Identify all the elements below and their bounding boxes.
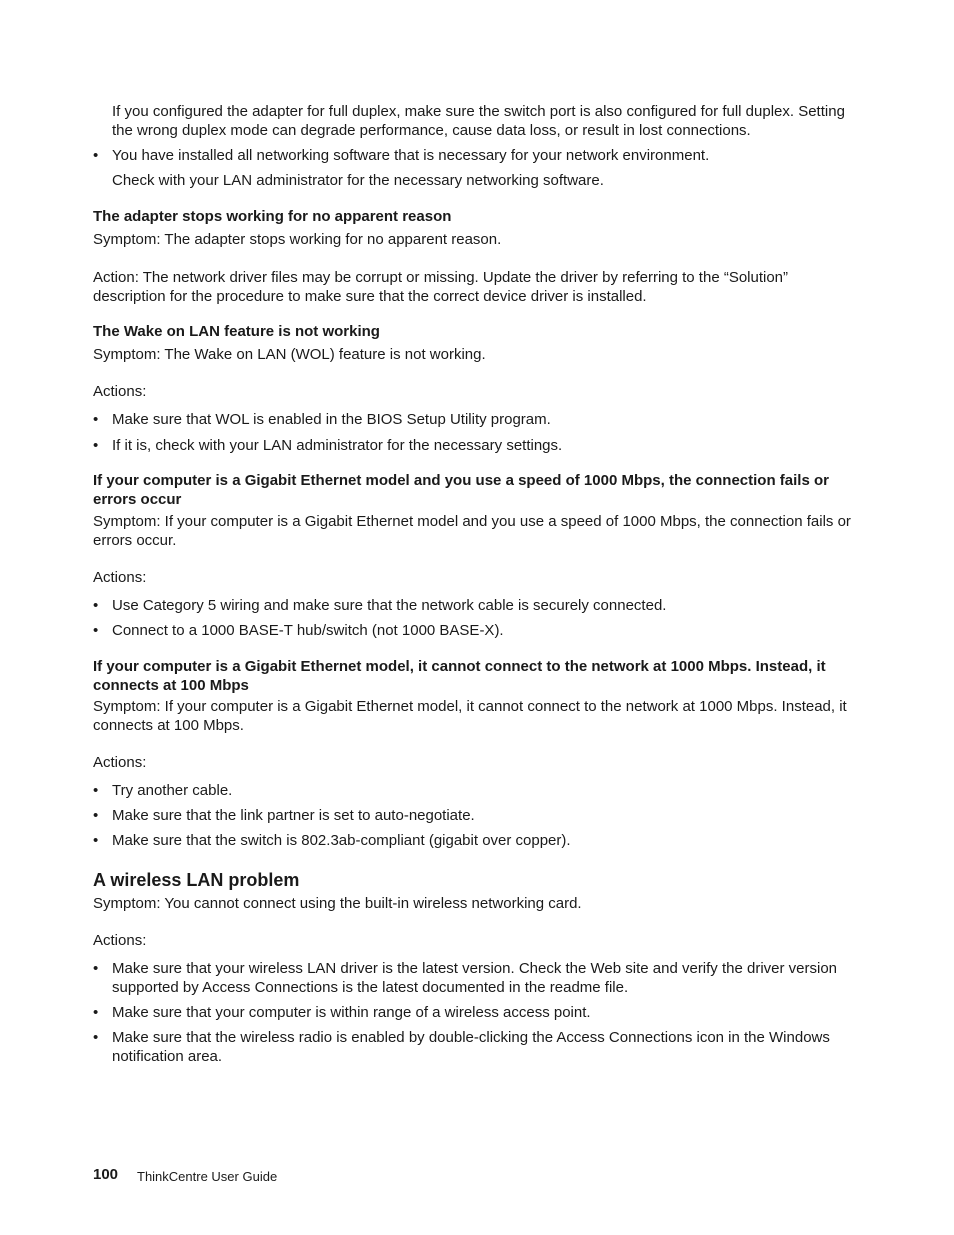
bullet-glyph: • [93,782,99,799]
list-item [93,146,853,165]
symptom-wireless: Symptom: You cannot connect using the built-in wireless networking card. [93,895,582,912]
networking-note: Check with your LAN administrator for the necessary networking software. [112,172,604,189]
symptom-adapter: Symptom: The adapter stops working for no apparent reason. [93,231,502,248]
bullet-glyph: • [93,807,99,824]
action-adapter: Action: The network driver files may be corrupt or missing. Update the driver by referring to the “Solution” description for the procedure to make sure that the correct device driver is installed. [93,269,789,305]
bullet-glyph: • [93,1029,99,1046]
bullet-glyph: • [93,1004,99,1021]
list-item [93,1003,853,1022]
page-number: 100 [93,1166,119,1183]
list-item-text: Make sure that the link partner is set to auto-negotiate. [112,807,475,824]
bullet-glyph: • [93,597,99,614]
list-item-text: Use Category 5 wiring and make sure that the network cable is securely connected. [112,597,667,614]
footer-title: ThinkCentre User Guide [137,1169,278,1184]
section-heading-wireless: A wireless LAN problem [93,870,300,890]
list-item [93,410,853,429]
list-item-text: You have installed all networking software that is necessary for your network environment. [112,147,710,164]
list-item [93,806,853,825]
list-item [93,596,853,615]
bullet-glyph: • [93,622,99,639]
list-item [93,621,853,640]
actions-label-gigabit-100: Actions: [93,754,147,771]
bullet-glyph: • [93,960,99,977]
section-heading-adapter: The adapter stops working for no apparent reason [93,208,452,225]
symptom-gigabit-100: Symptom: If your computer is a Gigabit Ethernet model, it cannot connect to the network at 1000 Mbps. Instead, it connects at 100 Mbps. [93,698,847,734]
actions-label-gigabit-fail: Actions: [93,569,147,586]
list-item-text: Make sure that WOL is enabled in the BIOS Setup Utility program. [112,411,551,428]
section-heading-gigabit-fail: If your computer is a Gigabit Ethernet model and you use a speed of 1000 Mbps, the connection fails or errors occur [93,472,829,508]
list-item [93,436,853,455]
symptom-gigabit-fail: Symptom: If your computer is a Gigabit Ethernet model and you use a speed of 1000 Mbps, the connection fails or errors occur. [93,513,851,549]
list-item-text: Connect to a 1000 BASE-T hub/switch (not 1000 BASE-X). [112,622,504,639]
section-heading-gigabit-100: If your computer is a Gigabit Ethernet model, it cannot connect to the network at 1000 Mbps. Instead, it connects at 100 Mbps [93,658,826,694]
list-item-text: Try another cable. [112,782,233,799]
list-item [93,1028,853,1066]
actions-label-wol: Actions: [93,383,147,400]
bullet-glyph: • [93,832,99,849]
list-item-text: Make sure that your wireless LAN driver is the latest version. Check the Web site and verify the driver version supported by Access Connections is the latest documented in the readme file. [112,960,838,996]
symptom-wol: Symptom: The Wake on LAN (WOL) feature is not working. [93,346,486,363]
actions-label-wireless: Actions: [93,932,147,949]
section-heading-wol: The Wake on LAN feature is not working [93,323,380,340]
list-item-text: If it is, check with your LAN administrator for the necessary settings. [112,437,563,454]
duplex-note: If you configured the adapter for full duplex, make sure the switch port is also configured for full duplex. Setting the wrong duplex mode can degrade performance, cause data loss, or result in lost connections. [112,103,845,139]
bullet-glyph: • [93,147,99,164]
list-item-text: Make sure that the wireless radio is enabled by double-clicking the Access Connections icon in the Windows notification area. [112,1029,830,1065]
list-item [93,959,853,997]
bullet-glyph: • [93,411,99,428]
bullet-glyph: • [93,437,99,454]
list-item [93,831,853,850]
list-item-text: Make sure that your computer is within range of a wireless access point. [112,1004,591,1021]
list-item-text: Make sure that the switch is 802.3ab-compliant (gigabit over copper). [112,832,571,849]
list-item [93,781,853,800]
